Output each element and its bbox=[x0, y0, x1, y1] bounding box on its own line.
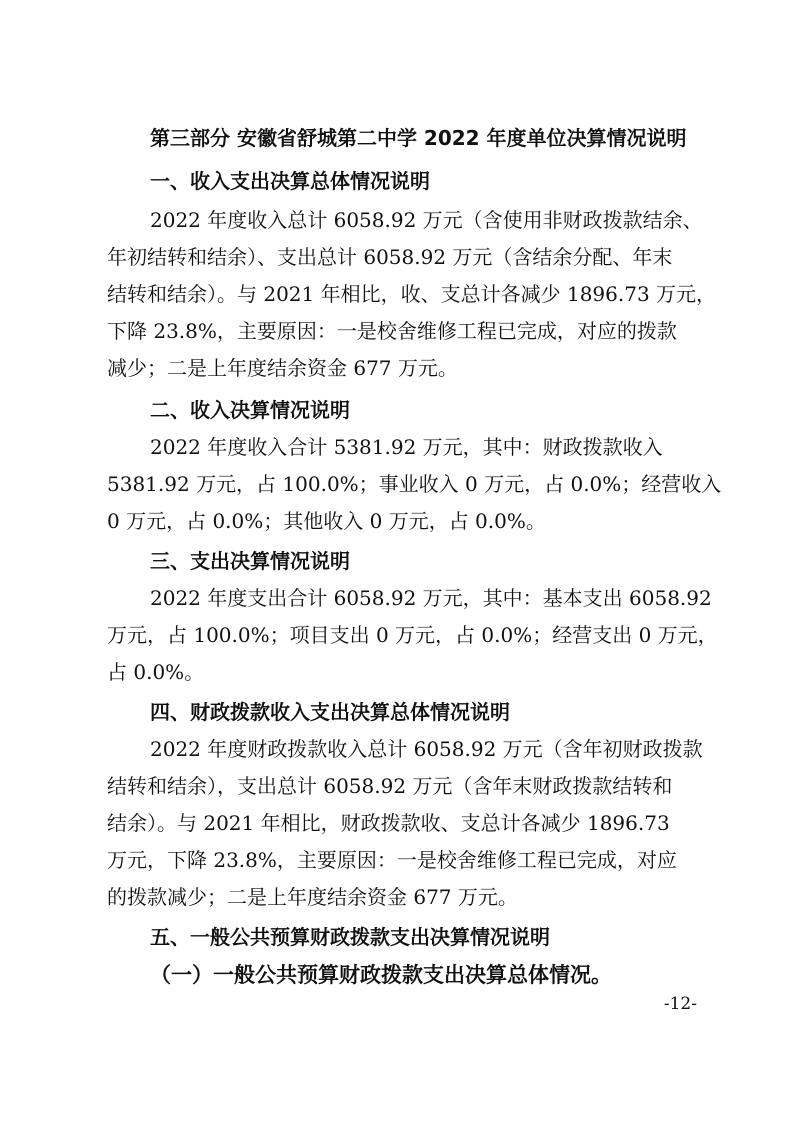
paragraph-line: 2022 年度收入总计 6058.92 万元（含使用非财政拨款结余、 bbox=[150, 208, 703, 232]
paragraph-line: 结转和结余），支出总计 6058.92 万元（含年末财政拨款结转和 bbox=[107, 774, 673, 798]
document-title: 第三部分 安徽省舒城第二中学 2022 年度单位决算情况说明 bbox=[150, 126, 687, 150]
paragraph-line: 万元，下降 23.8%，主要原因：一是校舍维修工程已完成，对应 bbox=[107, 848, 677, 872]
paragraph-line: 年初结转和结余）、支出总计 6058.92 万元（含结余分配、年末 bbox=[107, 245, 673, 269]
page-number: -12- bbox=[663, 994, 697, 1014]
section-heading-4: 四、财政拨款收入支出决算总体情况说明 bbox=[150, 700, 510, 724]
paragraph-line: 减少；二是上年度结余资金 677 万元。 bbox=[107, 356, 458, 380]
paragraph-line: 万元，占 100.0%；项目支出 0 万元，占 0.0%；经营支出 0 万元， bbox=[107, 623, 718, 647]
paragraph-line: 结转和结余）。与 2021 年相比，收、支总计各减少 1896.73 万元， bbox=[107, 282, 717, 306]
paragraph-line: 占 0.0%。 bbox=[107, 660, 205, 684]
section-heading-1: 一、收入支出决算总体情况说明 bbox=[150, 169, 430, 193]
section-heading-5: 五、一般公共预算财政拨款支出决算情况说明 bbox=[150, 925, 550, 949]
paragraph-line: 0 万元，占 0.0%；其他收入 0 万元，占 0.0%。 bbox=[107, 509, 546, 533]
section-heading-3: 三、支出决算情况说明 bbox=[150, 549, 350, 573]
paragraph-line: 下降 23.8%，主要原因：一是校舍维修工程已完成，对应的拨款 bbox=[107, 319, 677, 343]
paragraph-line: 2022 年度收入合计 5381.92 万元，其中：财政拨款收入 bbox=[150, 435, 663, 459]
paragraph-line: 的拨款减少；二是上年度结余资金 677 万元。 bbox=[107, 885, 518, 909]
paragraph-line: 结余）。与 2021 年相比，财政拨款收、支总计各减少 1896.73 bbox=[107, 811, 670, 835]
section-heading-2: 二、收入决算情况说明 bbox=[150, 398, 350, 422]
paragraph-line: 2022 年度支出合计 6058.92 万元，其中：基本支出 6058.92 bbox=[150, 586, 712, 610]
subsection-heading: （一）一般公共预算财政拨款支出决算总体情况。 bbox=[150, 963, 612, 987]
paragraph-line: 5381.92 万元，占 100.0%；事业收入 0 万元，占 0.0%；经营收入 bbox=[107, 472, 722, 496]
paragraph-line: 2022 年度财政拨款收入总计 6058.92 万元（含年初财政拨款 bbox=[150, 737, 703, 761]
